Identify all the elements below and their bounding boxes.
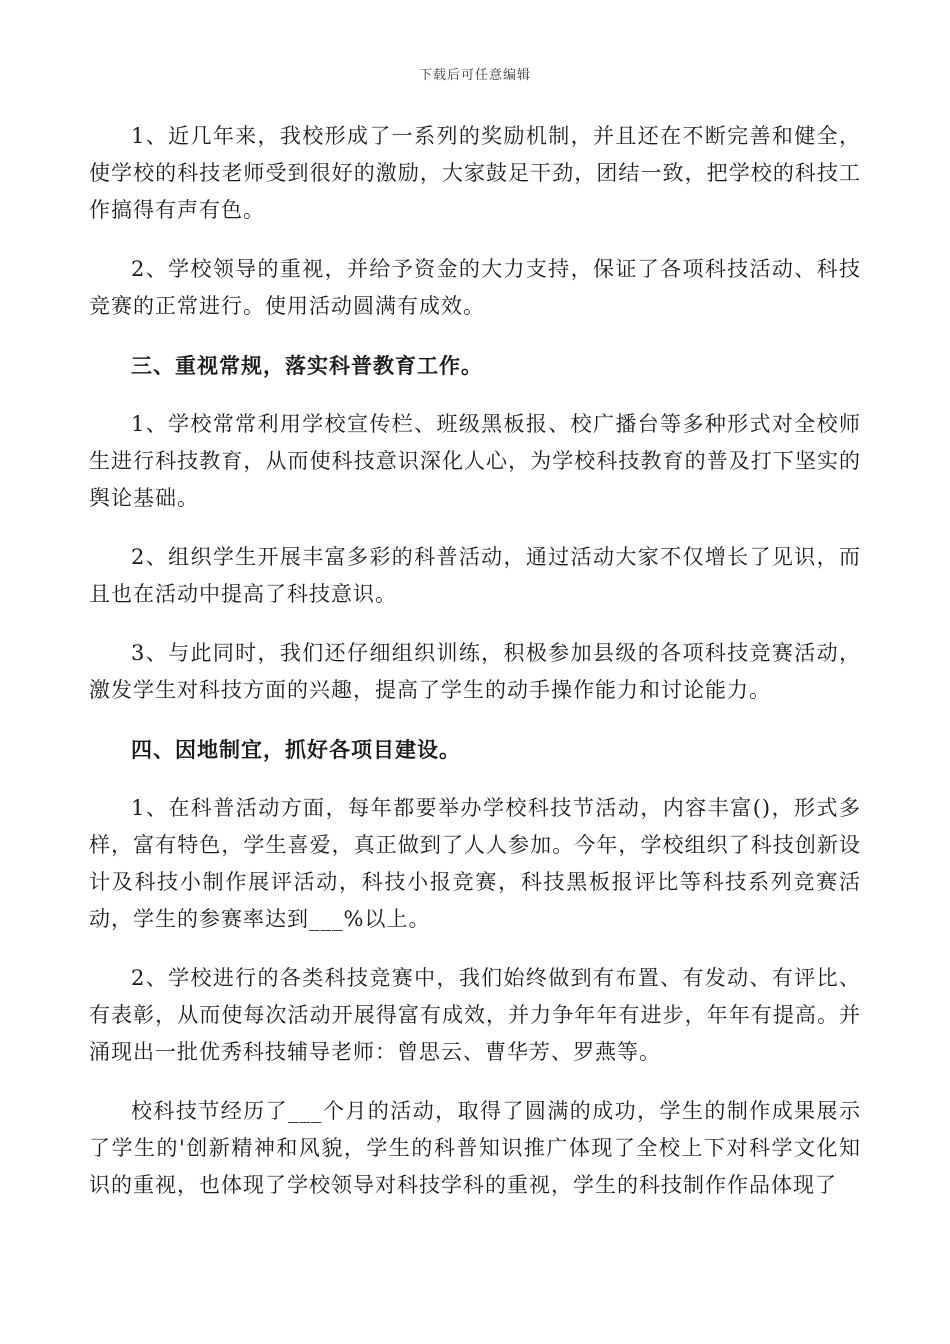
paragraph-science-activities: 2、组织学生开展丰富多彩的科普活动，通过活动大家不仅增长了见识，而且也在活动中提高了科技意识。 (89, 545, 861, 606)
paragraph-competitions: 2、学校进行的各类科技竞赛中，我们始终做到有布置、有发动、有评比、有表彰，从而使每次活动开展得富有成效，并力争年年有进步，年年有提高。并涌现出一批优秀科技辅导老师：曾思云、曹华芳、罗燕等。 (89, 966, 861, 1064)
header-note: 下载后可任意编辑 (418, 68, 531, 83)
paragraph-festival-summary: 校科技节经历了___个月的活动，取得了圆满的成功，学生的制作成果展示了学生的'创新精神和风貌，学生的科普知识推广体现了全校上下对科学文化知识的重视，也体现了学校领导对科技学科的重视，学生的科技制作作品体现了 (89, 1099, 861, 1197)
paragraph-science-festival: 1、在科普活动方面，每年都要举办学校科技节活动，内容丰富()，形式多样，富有特色，学生喜爱，真正做到了人人参加。今年，学校组织了科技创新设计及科技小制作展评活动，科技小报竞赛，科技黑板报评比等科技系列竞赛活动，学生的参赛率达到___%以上。 (89, 796, 861, 931)
paragraph-publicity: 1、学校常常利用学校宣传栏、班级黑板报、校广播台等多种形式对全校师生进行科技教育，从而使科技意识深化人心，为学校科技教育的普及打下坚实的舆论基础。 (89, 412, 861, 510)
paragraph-incentive-mechanism: 1、近几年来，我校形成了一系列的奖励机制，并且还在不断完善和健全，使学校的科技老师受到很好的激励，大家鼓足干劲，团结一致，把学校的科技工作搞得有声有色。 (89, 124, 861, 222)
document-body (89, 118, 861, 1204)
section-heading-four: 四、因地制宜，抓好各项目建设。 (131, 737, 461, 762)
section-heading-three: 三、重视常规，落实科普教育工作。 (131, 353, 483, 378)
paragraph-leadership-support: 2、学校领导的重视，并给予资金的大力支持，保证了各项科技活动、科技竞赛的正常进行。使用活动圆满有成效。 (89, 257, 861, 318)
paragraph-competition-training: 3、与此同时，我们还仔细组织训练，积极参加县级的各项科技竞赛活动，激发学生对科技方面的兴趣，提高了学生的动手操作能力和讨论能力。 (89, 641, 861, 702)
